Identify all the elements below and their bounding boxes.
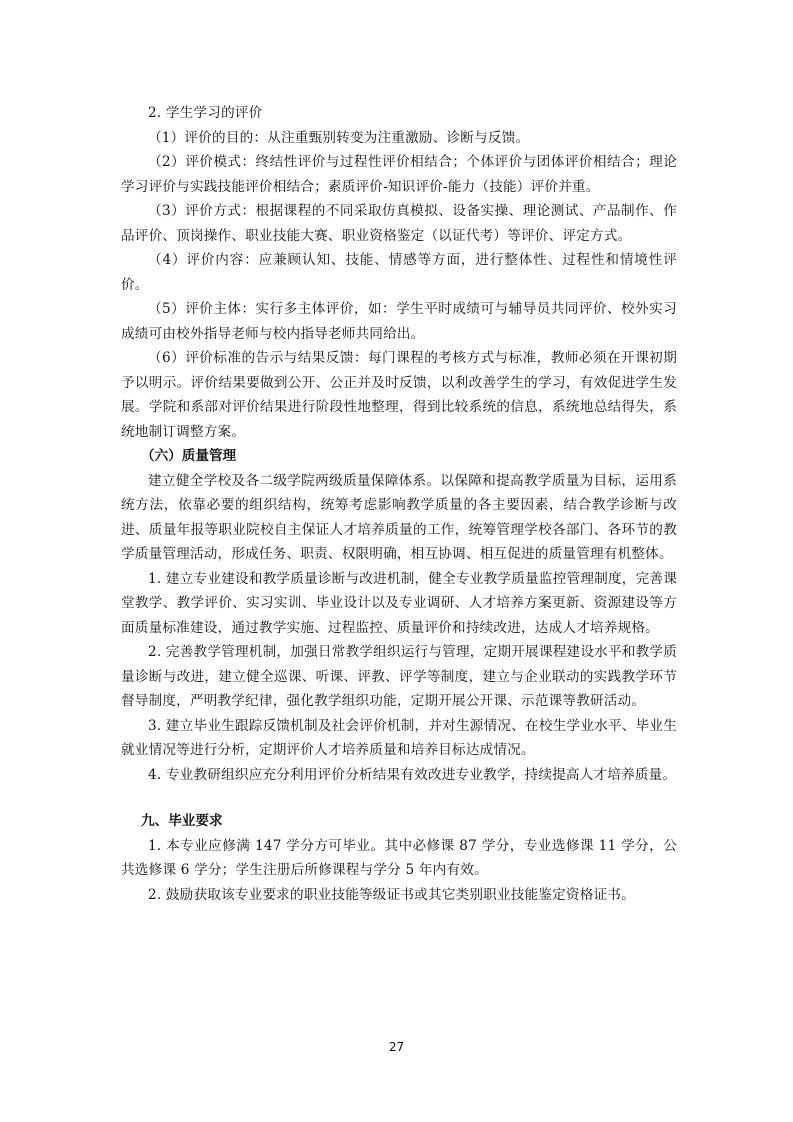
paragraph-graduation-credits: 1. 本专业应修满 147 学分方可毕业。其中必修课 87 学分，专业选修课 11 学分，公共选修课 6 学分；学生注册后所修课程与学分 5 年内有效。 (121, 837, 677, 878)
section-heading-quality-management: （六）质量管理 (141, 448, 237, 464)
page-content (121, 101, 677, 907)
paragraph-eval-method: （3）评价方式：根据课程的不同采取仿真模拟、设备实操、理论测试、产品制作、作品评价、顶岗操作、职业技能大赛、职业资格鉴定（以证代考）等评价、评定方式。 (121, 203, 677, 244)
paragraph-quality-item-1: 1. 建立专业建设和教学质量诊断与改进机制，健全专业教学质量监控管理制度，完善课堂教学、教学评价、实习实训、毕业设计以及专业调研、人才培养方案更新、资源建设等方面质量标准建设，通过教学实施、过程监控、质量评价和持续改进，达成人才培养规格。 (121, 570, 677, 636)
section-spacer (121, 787, 677, 809)
paragraph-quality-item-4: 4. 专业教研组织应充分利用评价分析结果有效改进专业教学，持续提高人才培养质量。 (148, 766, 677, 783)
subsection-heading-student-evaluation: 2. 学生学习的评价 (148, 105, 263, 121)
paragraph-eval-purpose: （1）评价的目的：从注重甄别转变为注重激励、诊断与反馈。 (148, 129, 530, 146)
section-heading-graduation: 九、毕业要求 (141, 813, 223, 829)
paragraph-quality-item-2: 2. 完善教学管理机制，加强日常教学组织运行与管理，定期开展课程建设水平和教学质量诊断与改进，建立健全巡课、听课、评教、评学等制度，建立与企业联动的实践教学环节督导制度，严明教学纪律，强化教学组织功能，定期开展公开课、示范课等教研活动。 (121, 644, 677, 709)
paragraph-quality-item-3: 3. 建立毕业生跟踪反馈机制及社会评价机制，并对生源情况、在校生学业水平、毕业生就业情况等进行分析，定期评价人才培养质量和培养目标达成情况。 (121, 717, 677, 758)
paragraph-eval-standard: （6）评价标准的告示与结果反馈：每门课程的考核方式与标准，教师必须在开课初期予以明示。评价结果要做到公开、公正并及时反馈，以利改善学生的学习，有效促进学生发展。学院和系部对评价结果进行阶段性地整理，得到比较系统的信息，系统地总结得失，系统地制订调整方案。 (121, 350, 677, 440)
page-number: 27 (388, 1040, 405, 1054)
paragraph-eval-mode: （2）评价模式：终结性评价与过程性评价相结合；个体评价与团体评价相结合；理论学习评价与实践技能评价相结合；素质评价-知识评价-能力（技能）评价并重。 (121, 154, 677, 195)
paragraph-quality-intro: 建立健全学校及各二级学院两级质量保障体系。以保障和提高教学质量为目标，运用系统方法，依靠必要的组织结构，统筹考虑影响教学质量的各主要因素，结合教学诊断与改进、质量年报等职业院校自主保证人才培养质量的工作，统筹管理学校各部门、各环节的教学质量管理活动，形成任务、职责、权限明确，相互协调、相互促进的质量管理有机整体。 (121, 472, 677, 562)
paragraph-eval-content: （4）评价内容：应兼顾认知、技能、情感等方面，进行整体性、过程性和情境性评价。 (121, 252, 677, 293)
paragraph-eval-subject: （5）评价主体：实行多主体评价，如：学生平时成绩可与辅导员共同评价、校外实习成绩可由校外指导老师与校内指导老师共同给出。 (121, 301, 677, 342)
paragraph-graduation-certificates: 2. 鼓励获取该专业要求的职业技能等级证书或其它类别职业技能鉴定资格证书。 (148, 886, 635, 903)
